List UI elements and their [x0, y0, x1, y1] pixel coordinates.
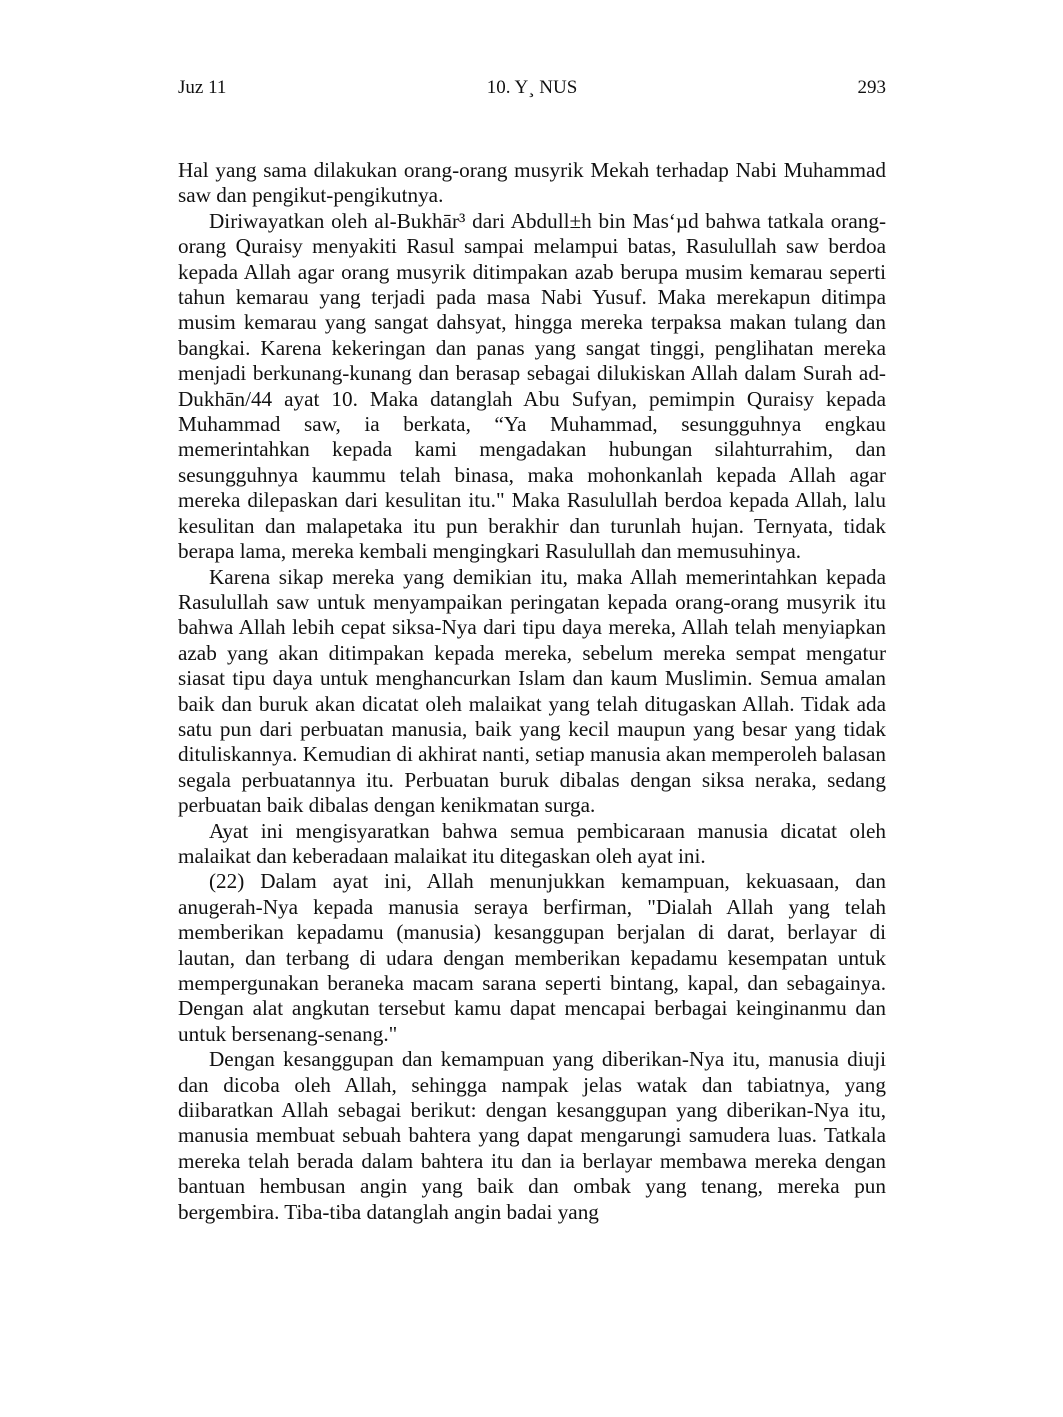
paragraph-2: Diriwayatkan oleh al-Bukhār³ dari Abdull±h bin Mas‘µd bahwa tatkala orang-orang Quraisy menyakiti Rasul sampai melampui batas, Rasulullah saw berdoa kepada Allah agar orang musyrik ditimpakan azab berupa musim kemarau seperti tahun kemarau yang terjadi pada masa Nabi Yusuf. Maka merekapun ditimpa musim kemarau yang sangat dahsyat, hingga mereka terpaksa makan tulang dan bangkai. Karena kekeringan dan panas yang sangat tinggi, penglihatan mereka menjadi berkunang-kunang dan berasap sebagai dilukiskan Allah dalam Surah ad-Dukhān/44 ayat 10. Maka datanglah Abu Sufyan, pemimpin Quraisy kepada Muhammad saw, ia berkata, “Ya Muhammad, sesungguhnya engkau memerintahkan kepada kami mengadakan hubungan silahturrahim, dan sesungguhnya kaummu telah binasa, maka mohonkanlah kepada Allah agar mereka dilepaskan dari kesulitan itu." Maka Rasulullah berdoa kepada Allah, lalu kesulitan dan malapetaka itu pun berakhir dan turunlah hujan. Ternyata, tidak berapa lama, mereka kembali mengingkari Rasulullah dan memusuhinya. [178, 208, 886, 564]
paragraph-5: (22) Dalam ayat ini, Allah menunjukkan kemampuan, kekuasaan, dan anugerah-Nya kepada manusia seraya berfirman, "Dialah Allah yang telah memberikan kepadamu (manusia) kesanggupan berjalan di darat, berlayar di lautan, dan terbang di udara dengan memberikan kepadamu kesempatan untuk mempergunakan beraneka macam sarana seperti bintang, kapal, dan sebagainya. Dengan alat angkutan tersebut kamu dapat mencapai berbagai keinginanmu dan untuk bersenang-senang." [178, 869, 886, 1046]
paragraph-3: Karena sikap mereka yang demikian itu, maka Allah memerintahkan kepada Rasulullah saw untuk menyampaikan peringatan kepada orang-orang musyrik itu bahwa Allah lebih cepat siksa-Nya dari tipu daya mereka, Allah telah menyiapkan azab yang akan ditimpakan kepada mereka, sebelum mereka sempat mengatur siasat tipu daya untuk menghancurkan Islam dan kaum Muslimin. Semua amalan baik dan buruk akan dicatat oleh malaikat yang telah ditugaskan Allah. Tidak ada satu pun dari perbuatan manusia, baik yang kecil maupun yang besar yang tidak dituliskannya. Kemudian di akhirat nanti, setiap manusia akan memperoleh balasan segala perbuatannya itu. Perbuatan buruk dibalas dengan siksa neraka, sedang perbuatan baik dibalas dengan kenikmatan surga. [178, 564, 886, 818]
paragraph-4: Ayat ini mengisyaratkan bahwa semua pembicaraan manusia dicatat oleh malaikat dan keberadaan malaikat itu ditegaskan oleh ayat ini. [178, 818, 886, 868]
juz-label: Juz 11 [178, 77, 227, 98]
surah-title: 10. Y¸ NUS [486, 77, 578, 98]
page-number: 293 [857, 77, 886, 98]
body-text [178, 158, 886, 1225]
page-header [178, 74, 886, 102]
paragraph-6: Dengan kesanggupan dan kemampuan yang diberikan-Nya itu, manusia diuji dan dicoba oleh Allah, sehingga nampak jelas watak dan tabiatnya, yang diibaratkan Allah sebagai berikut: dengan kesanggupan yang diberikan-Nya itu, manusia membuat sebuah bahtera yang dapat mengarungi samudera luas. Tatkala mereka telah berada dalam bahtera itu dan ia berlayar membawa mereka dengan bantuan hembusan angin yang baik dan ombak yang tenang, mereka pun bergembira. Tiba-tiba datanglah angin badai yang [178, 1047, 886, 1224]
paragraph-1: Hal yang sama dilakukan orang-orang musyrik Mekah terhadap Nabi Muhammad saw dan pengikut-pengikutnya. [178, 158, 886, 208]
